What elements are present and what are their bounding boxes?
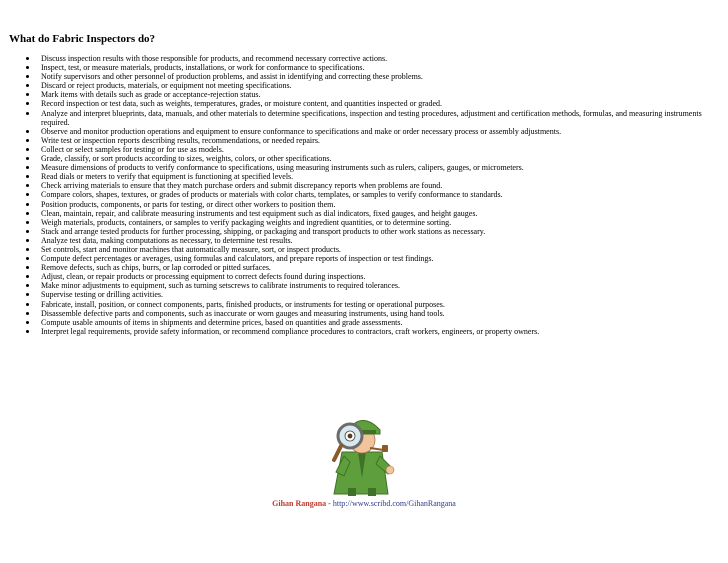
list-item: Compute usable amounts of items in shipments and determine prices, based on quantities and grade assessments.: [0, 318, 712, 327]
list-item: Grade, classify, or sort products according to sizes, weights, colors, or other specifications.: [0, 154, 712, 163]
list-item: Stack and arrange tested products for further processing, shipping, or packaging and transport products to other work stations as necessary.: [0, 227, 712, 236]
list-item: Read dials or meters to verify that equipment is functioning at specified levels.: [0, 172, 712, 181]
list-item: Inspect, test, or measure materials, products, installations, or work for conformance to specifications.: [0, 63, 712, 72]
list-item: Discard or reject products, materials, or equipment not meeting specifications.: [0, 81, 712, 90]
list-item: Discuss inspection results with those responsible for products, and recommend necessary corrective actions.: [0, 54, 712, 63]
list-item: Disassemble defective parts and components, such as inaccurate or worn gauges and measuring instruments, using hand tools.: [0, 309, 712, 318]
duties-list: [0, 54, 712, 336]
list-item: Adjust, clean, or repair products or processing equipment to correct defects found during inspections.: [0, 272, 712, 281]
footer-credit: [0, 499, 728, 508]
list-item: Collect or select samples for testing or for use as models.: [0, 145, 712, 154]
page-title: What do Fabric Inspectors do?: [9, 33, 156, 45]
list-item: Write test or inspection reports describing results, recommendations, or needed repairs.: [0, 136, 712, 145]
list-item: Supervise testing or drilling activities.: [0, 290, 712, 299]
author-link[interactable]: http://www.scribd.com/GihanRangana: [332, 499, 456, 508]
list-item: Notify supervisors and other personnel of production problems, and assist in identifying and correcting these problems.: [0, 72, 712, 81]
list-item: Position products, components, or parts for testing, or direct other workers to position them.: [0, 200, 712, 209]
list-item: Compute defect percentages or averages, using formulas and calculators, and prepare reports of inspection or test findings.: [0, 254, 712, 263]
list-item: Analyze test data, making computations as necessary, to determine test results.: [0, 236, 712, 245]
author-name: Gihan Rangana: [272, 499, 327, 508]
list-item: Mark items with details such as grade or acceptance-rejection status.: [0, 90, 712, 99]
list-item: Clean, maintain, repair, and calibrate measuring instruments and test equipment such as dial indicators, fixed gauges, and height gauges.: [0, 209, 712, 218]
list-item: Make minor adjustments to equipment, such as turning setscrews to calibrate instruments to required tolerances.: [0, 281, 712, 290]
list-item: Set controls, start and monitor machines that automatically measure, sort, or inspect products.: [0, 245, 712, 254]
inspector-with-magnifier-icon: [314, 408, 414, 496]
list-item: Remove defects, such as chips, burrs, or lap corroded or pitted surfaces.: [0, 263, 712, 272]
list-item: Analyze and interpret blueprints, data, manuals, and other materials to determine specifications, inspection and testing procedures, adjustment and certification methods, formulas, and measuring instruments required.: [0, 109, 712, 127]
list-item: Check arriving materials to ensure that they match purchase orders and submit discrepancy reports when problems are found.: [0, 181, 712, 190]
list-item: Interpret legal requirements, provide safety information, or recommend compliance procedures to contractors, craft workers, engineers, or property owners.: [0, 327, 712, 336]
list-item: Record inspection or test data, such as weights, temperatures, grades, or moisture content, and quantities inspected or graded.: [0, 99, 712, 108]
list-item: Fabricate, install, position, or connect components, parts, finished products, or instruments for testing or operational purposes.: [0, 300, 712, 309]
list-item: Weigh materials, products, containers, or samples to verify packaging weights and ingredient quantities, or to determine sorting.: [0, 218, 712, 227]
footer-separator: -: [326, 499, 333, 508]
list-item: Measure dimensions of products to verify conformance to specifications, using measuring instruments such as rulers, calipers, gauges, or micrometers.: [0, 163, 712, 172]
list-item: Compare colors, shapes, textures, or grades of products or materials with color charts, templates, or samples to verify conformance to standards.: [0, 190, 712, 199]
list-item: Observe and monitor production operations and equipment to ensure conformance to specifications and make or order necessary process or assembly adjustments.: [0, 127, 712, 136]
